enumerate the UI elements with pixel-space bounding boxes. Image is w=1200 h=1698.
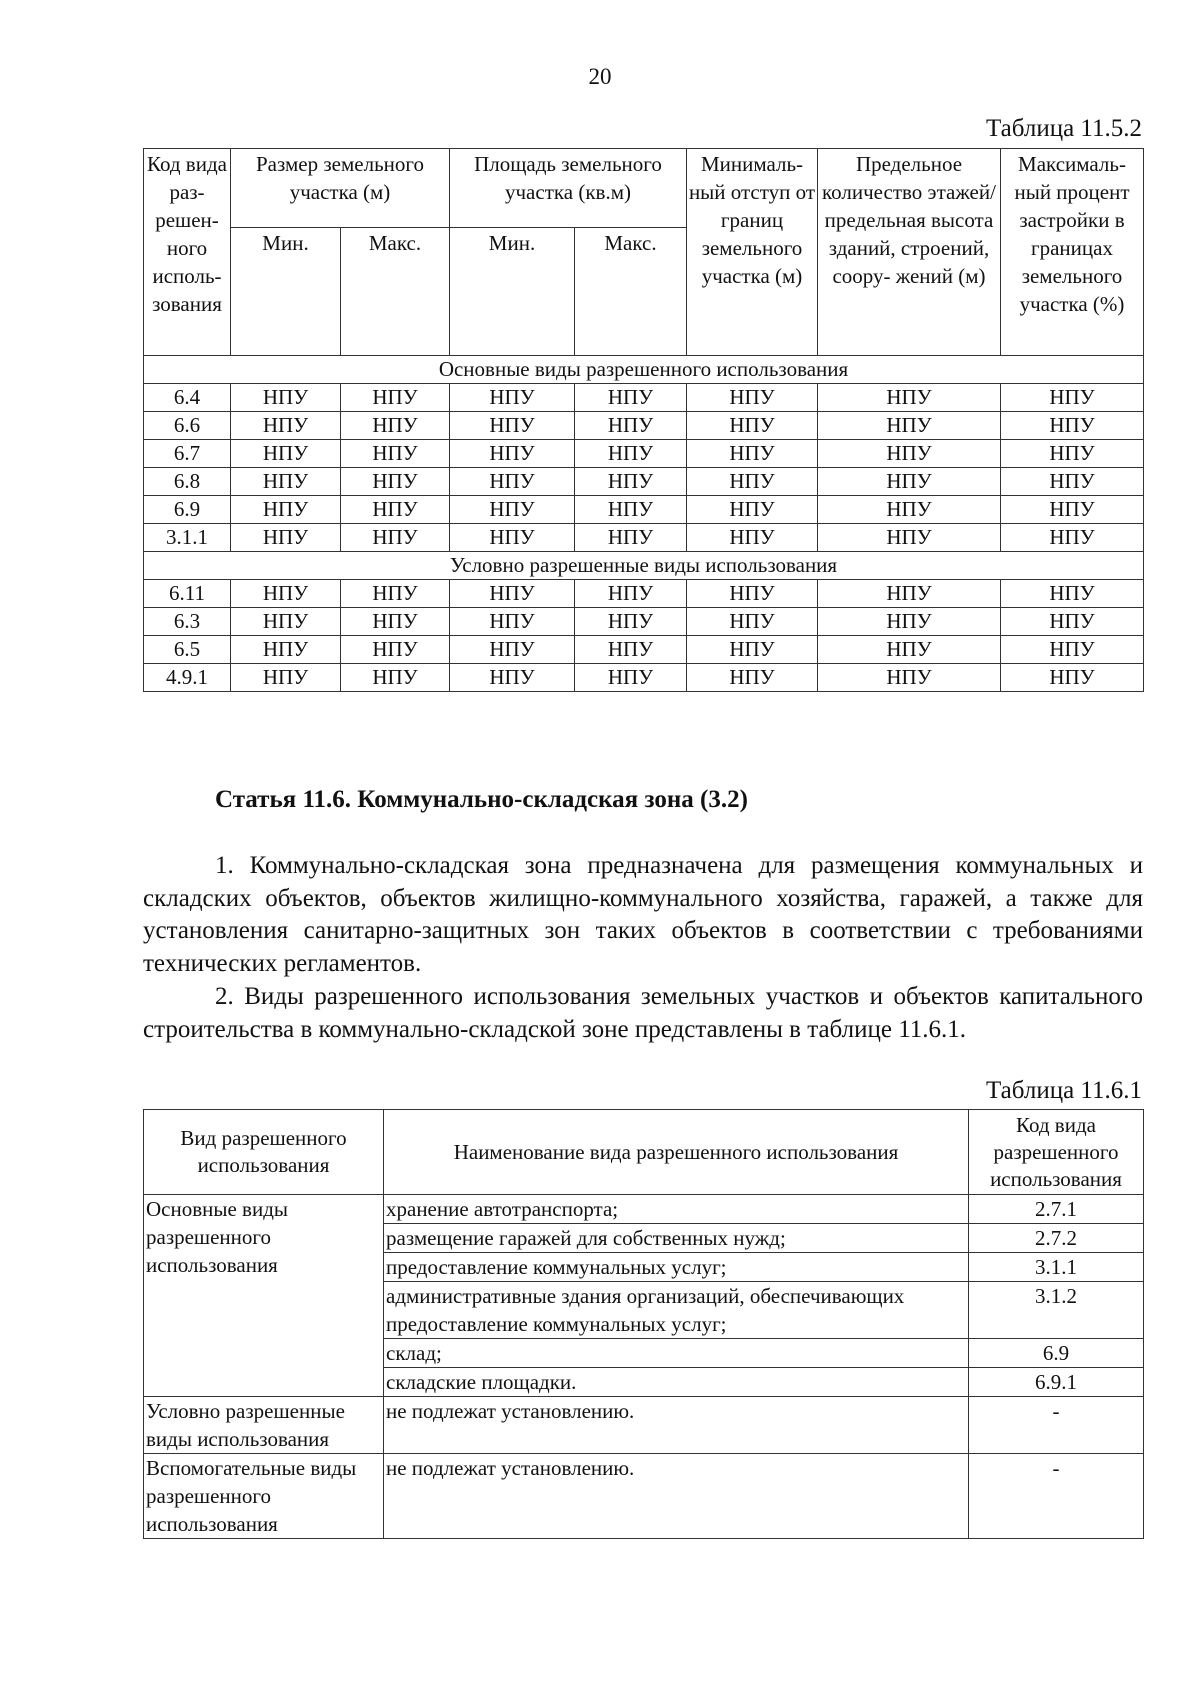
cell: НПУ xyxy=(231,580,341,608)
header-size-max: Макс. xyxy=(341,228,450,356)
cell: НПУ xyxy=(341,412,450,440)
cell-code: - xyxy=(969,1454,1144,1539)
cell: НПУ xyxy=(231,412,341,440)
table-row xyxy=(144,636,1144,664)
cell: НПУ xyxy=(231,468,341,496)
cell-name: размещение гаражей для собственных нужд; xyxy=(384,1224,969,1253)
cell: НПУ xyxy=(687,440,818,468)
table-row xyxy=(144,468,1144,496)
cell-name: административные здания организаций, обеспечивающих предоставление коммунальных услуг; xyxy=(384,1282,969,1339)
header-area-max: Макс. xyxy=(575,228,687,356)
cell: НПУ xyxy=(818,412,1001,440)
cell-auxiliary-label: Вспомогательные виды разрешенного использования xyxy=(144,1454,384,1539)
cell: НПУ xyxy=(1001,440,1144,468)
header-code: Код вида разрешенного использования xyxy=(969,1110,1144,1195)
header-max-percent: Максималь- ный процент застройки в границах земельного участка (%) xyxy=(1001,149,1144,356)
cell-conditional-label: Условно разрешенные виды использования xyxy=(144,1397,384,1454)
table-caption: Таблица 11.5.2 xyxy=(986,115,1142,142)
table-row xyxy=(144,384,1144,412)
cell-name: складские площадки. xyxy=(384,1368,969,1397)
table-row xyxy=(144,1397,1144,1454)
cell-code: 3.1.2 xyxy=(969,1282,1144,1339)
cell-name: предоставление коммунальных услуг; xyxy=(384,1253,969,1282)
paragraph-2: 2. Виды разрешенного использования земельных участков и объектов капитального строительства в коммунально-складской зоне представлены в таблице 11.6.1. xyxy=(143,983,1143,1043)
header-min-indent: Минималь- ный отступ от границ земельного участка (м) xyxy=(687,149,818,356)
cell: НПУ xyxy=(818,608,1001,636)
header-code: Код вида раз- решен- ного исполь- зования xyxy=(144,149,231,356)
header-size-min: Мин. xyxy=(231,228,341,356)
table-row xyxy=(144,412,1144,440)
cell: НПУ xyxy=(687,636,818,664)
header-plot-area: Площадь земельного участка (кв.м) xyxy=(450,149,687,228)
cell: НПУ xyxy=(818,580,1001,608)
cell: НПУ xyxy=(1001,636,1144,664)
cell: НПУ xyxy=(450,412,575,440)
cell: НПУ xyxy=(231,664,341,692)
header-area-min: Мин. xyxy=(450,228,575,356)
cell: НПУ xyxy=(687,412,818,440)
table-row xyxy=(144,524,1144,552)
zoning-parameters-table xyxy=(143,148,1144,692)
cell: НПУ xyxy=(1001,412,1144,440)
cell: НПУ xyxy=(450,524,575,552)
table-caption: Таблица 11.6.1 xyxy=(986,1077,1142,1104)
cell: НПУ xyxy=(231,384,341,412)
cell-code: 6.8 xyxy=(144,468,231,496)
cell: НПУ xyxy=(687,580,818,608)
cell-code: 6.11 xyxy=(144,580,231,608)
cell: НПУ xyxy=(1001,608,1144,636)
cell: НПУ xyxy=(450,440,575,468)
header-plot-size: Размер земельного участка (м) xyxy=(231,149,450,228)
cell: НПУ xyxy=(341,440,450,468)
page-number: 20 xyxy=(588,64,612,89)
cell: НПУ xyxy=(687,524,818,552)
cell: НПУ xyxy=(231,636,341,664)
cell: НПУ xyxy=(231,496,341,524)
table-row xyxy=(144,608,1144,636)
cell: НПУ xyxy=(450,580,575,608)
cell: НПУ xyxy=(341,384,450,412)
cell-name: не подлежат установлению. xyxy=(384,1454,969,1539)
section-main-uses: Основные виды разрешенного использования xyxy=(144,356,1144,384)
cell: НПУ xyxy=(575,636,687,664)
cell: НПУ xyxy=(450,664,575,692)
cell: НПУ xyxy=(575,412,687,440)
cell: НПУ xyxy=(1001,664,1144,692)
cell-code: 6.7 xyxy=(144,440,231,468)
paragraph-1: 1. Коммунально-складская зона предназначена для размещения коммунальных и складских объектов, объектов жилищно-коммунального хозяйства, гаражей, а также для установления санитарно-защитных зон таких объектов в соответствии с требованиями технических регламентов. xyxy=(143,852,1143,977)
cell: НПУ xyxy=(818,384,1001,412)
cell: НПУ xyxy=(818,636,1001,664)
cell: НПУ xyxy=(818,496,1001,524)
cell-code: 2.7.1 xyxy=(969,1195,1144,1224)
cell: НПУ xyxy=(818,440,1001,468)
permitted-uses-table xyxy=(143,1109,1144,1539)
cell: НПУ xyxy=(575,468,687,496)
cell: НПУ xyxy=(687,468,818,496)
cell: НПУ xyxy=(450,636,575,664)
cell: НПУ xyxy=(341,524,450,552)
table-row xyxy=(144,496,1144,524)
cell-code: 6.9 xyxy=(144,496,231,524)
header-floors-height: Предельное количество этажей/ предельная высота зданий, строений, соору- жений (м) xyxy=(818,149,1001,356)
cell: НПУ xyxy=(341,636,450,664)
cell: НПУ xyxy=(1001,384,1144,412)
cell-code: 3.1.1 xyxy=(969,1253,1144,1282)
cell-code: 3.1.1 xyxy=(144,524,231,552)
cell: НПУ xyxy=(818,468,1001,496)
cell-code: 4.9.1 xyxy=(144,664,231,692)
cell-code: 2.7.2 xyxy=(969,1224,1144,1253)
header-kind: Вид разрешенного использования xyxy=(144,1110,384,1195)
cell: НПУ xyxy=(1001,468,1144,496)
cell-code: 6.9.1 xyxy=(969,1368,1144,1397)
cell: НПУ xyxy=(231,524,341,552)
table-row xyxy=(144,440,1144,468)
cell-code: 6.3 xyxy=(144,608,231,636)
cell: НПУ xyxy=(818,524,1001,552)
header-name: Наименование вида разрешенного использования xyxy=(384,1110,969,1195)
cell: НПУ xyxy=(575,384,687,412)
cell: НПУ xyxy=(450,608,575,636)
cell: НПУ xyxy=(1001,524,1144,552)
cell: НПУ xyxy=(575,580,687,608)
cell: НПУ xyxy=(575,440,687,468)
table-row xyxy=(144,1454,1144,1539)
cell-name: склад; xyxy=(384,1339,969,1368)
cell: НПУ xyxy=(575,496,687,524)
cell: НПУ xyxy=(450,384,575,412)
cell: НПУ xyxy=(231,440,341,468)
cell: НПУ xyxy=(687,608,818,636)
article-heading: Статья 11.6. Коммунально-складская зона (3.2) xyxy=(215,786,748,813)
cell: НПУ xyxy=(818,664,1001,692)
cell-code: 6.5 xyxy=(144,636,231,664)
cell: НПУ xyxy=(450,468,575,496)
cell: НПУ xyxy=(341,468,450,496)
cell-main-label: Основные виды разрешенного использования xyxy=(144,1195,384,1397)
cell-code: 6.9 xyxy=(969,1339,1144,1368)
cell: НПУ xyxy=(341,608,450,636)
cell: НПУ xyxy=(341,664,450,692)
cell: НПУ xyxy=(1001,580,1144,608)
cell: НПУ xyxy=(575,664,687,692)
cell: НПУ xyxy=(575,608,687,636)
table-row xyxy=(144,664,1144,692)
cell: НПУ xyxy=(1001,496,1144,524)
cell: НПУ xyxy=(687,496,818,524)
cell-name: не подлежат установлению. xyxy=(384,1397,969,1454)
cell: НПУ xyxy=(687,664,818,692)
cell: НПУ xyxy=(450,496,575,524)
cell-code: 6.6 xyxy=(144,412,231,440)
cell-code: - xyxy=(969,1397,1144,1454)
cell: НПУ xyxy=(341,580,450,608)
cell-code: 6.4 xyxy=(144,384,231,412)
cell: НПУ xyxy=(687,384,818,412)
cell-name: хранение автотранспорта; xyxy=(384,1195,969,1224)
cell: НПУ xyxy=(575,524,687,552)
table-row xyxy=(144,580,1144,608)
table-row xyxy=(144,1195,1144,1224)
cell: НПУ xyxy=(341,496,450,524)
cell: НПУ xyxy=(231,608,341,636)
section-conditional-uses: Условно разрешенные виды использования xyxy=(144,552,1144,580)
